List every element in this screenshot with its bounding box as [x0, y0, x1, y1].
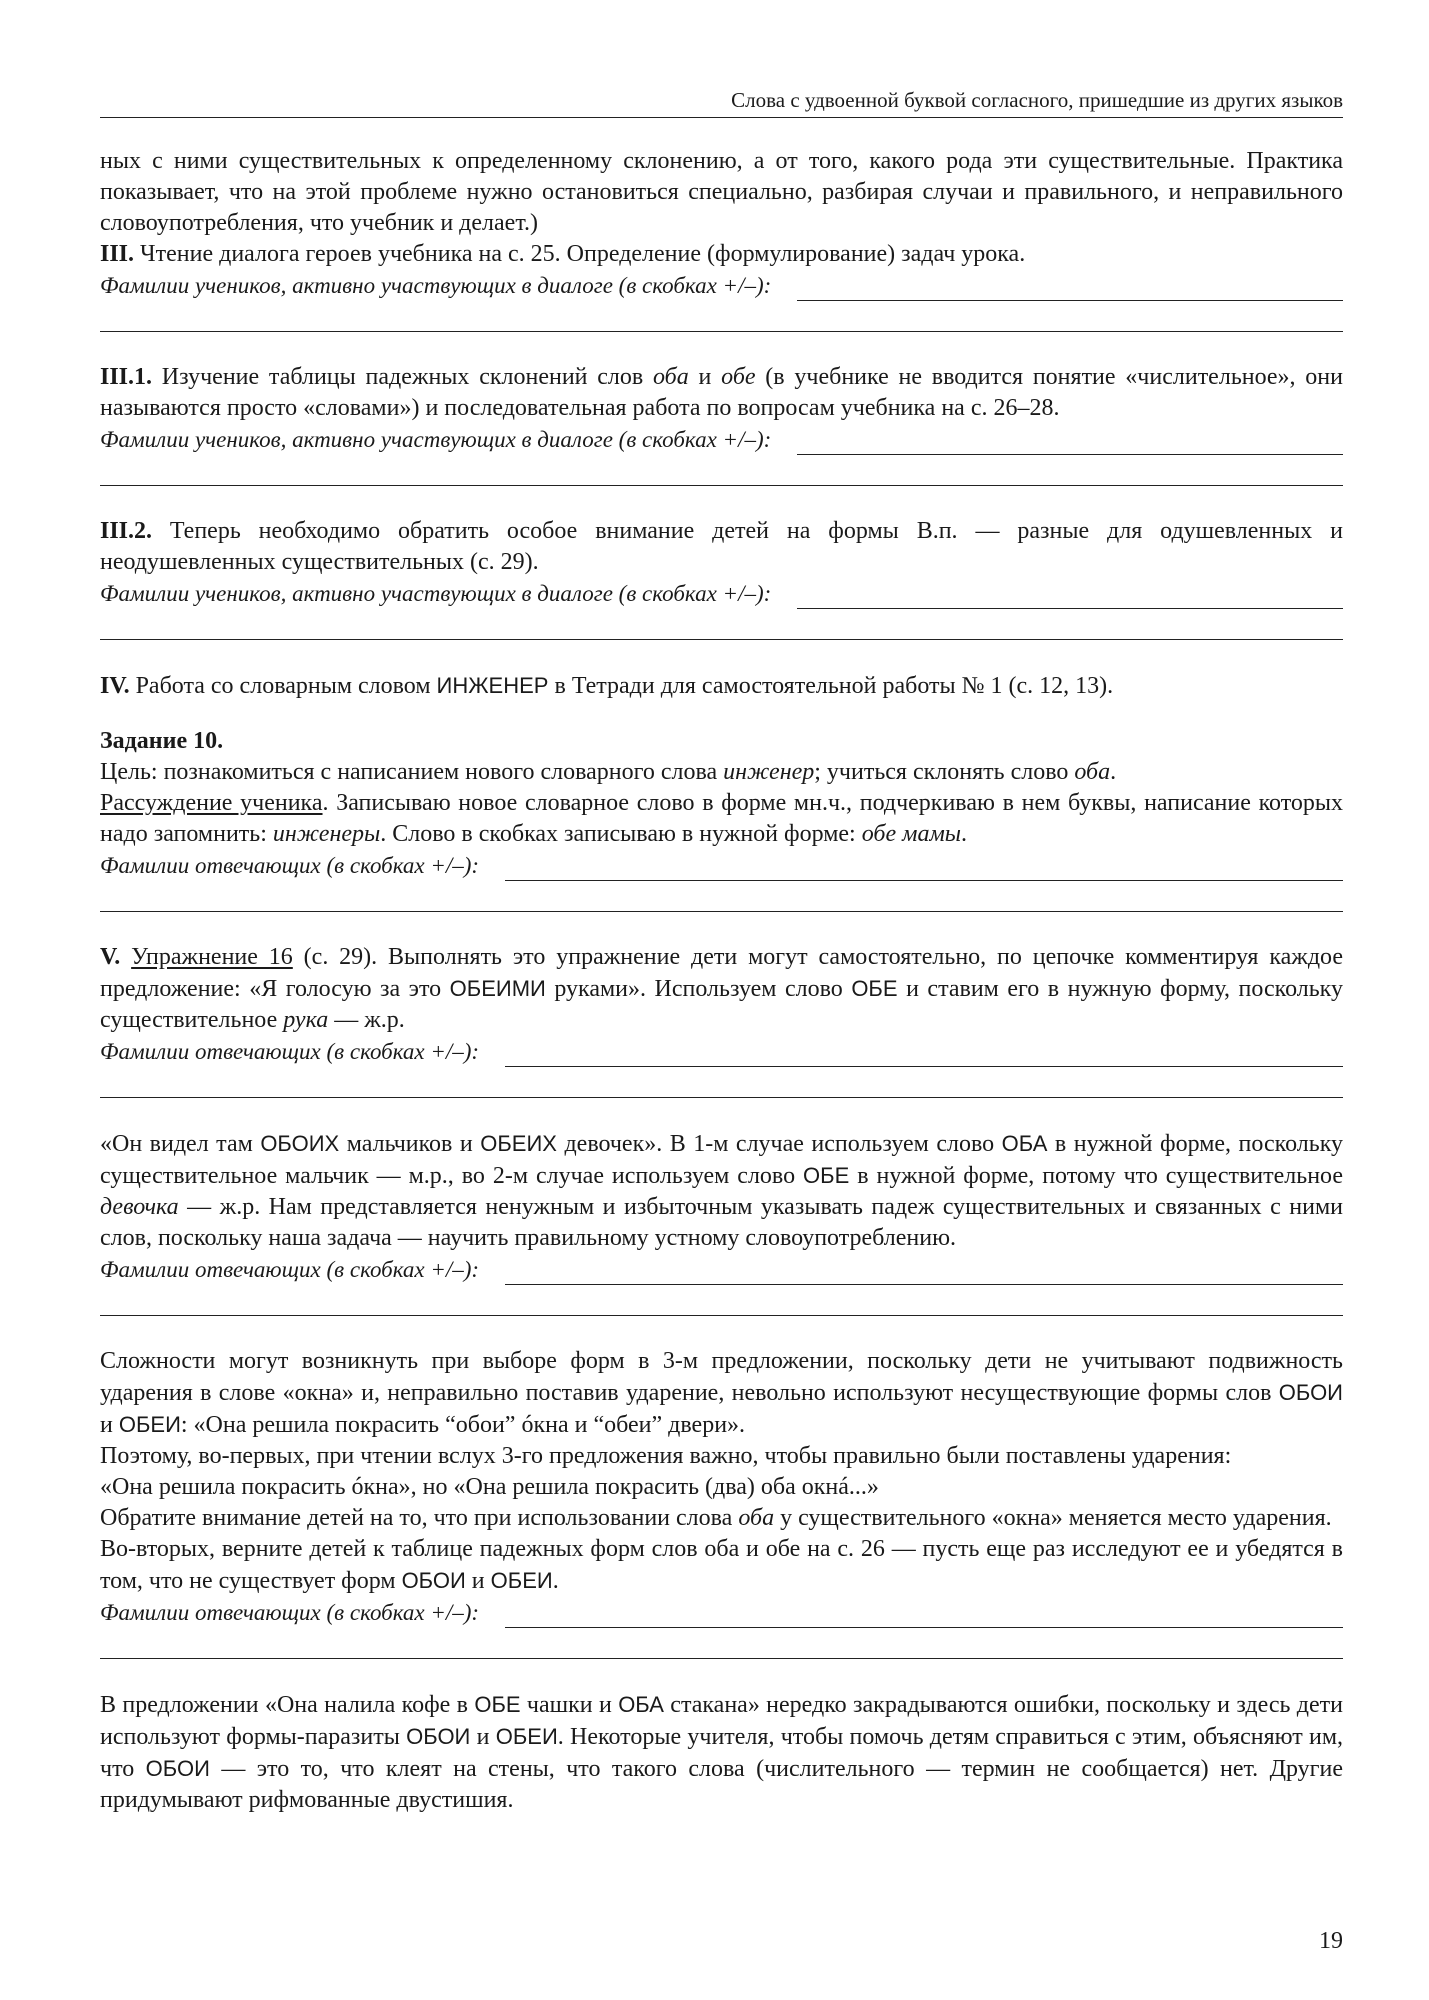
word: рука [283, 1007, 329, 1033]
section-3 [100, 239, 1343, 270]
caps-word: ОБА [1001, 1131, 1048, 1156]
answer-line-full[interactable] [100, 609, 1343, 640]
dialog-blank [100, 424, 1343, 455]
text: и [688, 364, 722, 390]
text: — это то, что клеят на стены, что такого слова (числительного — термин не сообщается) нет. Другие придумывают рифмованные двустишия. [100, 1756, 1343, 1813]
dialog-blank [100, 270, 1343, 301]
answer-line-full[interactable] [100, 301, 1343, 332]
blank-label: Фамилии отвечающих (в скобках +/–): [100, 853, 480, 878]
section-number: III.2. [100, 518, 153, 544]
text: руками». Используем слово [545, 976, 852, 1002]
task-10-title: Задание 10. [100, 728, 224, 754]
text: . Некоторые учителя, чтобы помочь детям справиться с этим, объясняют им, что [100, 1724, 1344, 1782]
caps-word: ОБЕИХ [480, 1131, 557, 1156]
text: в нужной форме, потому что существительное [849, 1163, 1343, 1189]
section-number: IV. [100, 673, 130, 699]
text: «Он видел там [100, 1131, 261, 1157]
text: и [465, 1568, 491, 1594]
text: . Слово в скобках записываю в нужной форме: [380, 821, 862, 847]
text: — ж.р. Нам представляется ненужным и избыточным указывать падеж существительных и связанных с ними слов, поскольку наша задача — научить правильному устному словоупотреблению. [100, 1194, 1343, 1251]
text: стакана» нередко закрадываются ошибки, поскольку и здесь дети используют формы-паразиты [100, 1692, 1343, 1750]
word: оба [738, 1505, 775, 1531]
caps-word: ОБОИХ [260, 1131, 340, 1156]
exercise-link: Упражнение 16 [131, 944, 293, 970]
blank-label: Фамилии отвечающих (в скобках +/–): [100, 1039, 480, 1064]
answer-line[interactable] [797, 278, 1343, 301]
intro-paragraph: ных с ними существительных к определенному склонению, а от того, какого рода эти существительные. Практика показывает, что на этой проблеме нужно остановиться специально, разбирая случаи и правильного, и неправильного словоупотребления, что учебник и делает.) [100, 148, 1343, 236]
caps-word: ОБОИ [1278, 1380, 1343, 1405]
word: девочка [100, 1194, 179, 1220]
blank-label: Фамилии учеников, активно участвующих в диалоге (в скобках +/–): [100, 273, 772, 298]
word: обе [721, 364, 756, 390]
answer-blank [100, 1597, 1343, 1628]
answer-line-full[interactable] [100, 455, 1343, 486]
text: девочек». В 1-м случае используем слово [556, 1131, 1002, 1157]
task-10-goal [100, 757, 1343, 788]
text: и ставим его в нужную форму, поскольку существительное [100, 976, 1343, 1033]
blank-label: Фамилии отвечающих (в скобках +/–): [100, 1600, 480, 1625]
caps-word: ОБЕИМИ [449, 976, 546, 1001]
answer-line[interactable] [797, 586, 1343, 609]
text: (с. 29). Выполнять это упражнение дети могут самостоятельно, по цепочке комментируя каждое предложение: «Я голосую за это [100, 944, 1344, 1002]
answer-blank [100, 1254, 1343, 1285]
answer-line[interactable] [505, 1044, 1343, 1067]
section-text: Чтение диалога героев учебника на с. 25. Определение (формулирование) задач урока. [134, 241, 1026, 267]
caps-word: ОБА [618, 1692, 664, 1717]
word: инженеры [272, 821, 381, 847]
answer-line-full[interactable] [100, 881, 1343, 912]
answer-line-full[interactable] [100, 1067, 1343, 1098]
text: и [470, 1724, 496, 1750]
word: обе мамы [861, 821, 962, 847]
text: . [1110, 759, 1117, 785]
section-number: III. [100, 241, 135, 267]
text: . Записываю новое словарное слово в форме мн.ч., подчеркиваю в нем буквы, написание которых надо запомнить: [100, 790, 1343, 847]
text: . [961, 821, 968, 847]
text: в нужной форме, поскольку существительное мальчик — м.р., во 2-м случае используем слово [100, 1131, 1344, 1189]
paragraph-second [100, 1534, 1343, 1597]
answer-line[interactable] [505, 1262, 1343, 1285]
reasoning-label: Рассуждение ученика [100, 790, 323, 816]
task-10-reasoning [100, 788, 1343, 850]
caps-word: ОБОИ [401, 1568, 466, 1593]
caps-word: ОБЕИ [490, 1568, 553, 1593]
caps-word: ОБЕИ [495, 1724, 558, 1749]
text: у существительного «окна» меняется место ударения. [774, 1505, 1332, 1531]
word: оба [1074, 759, 1111, 785]
answer-line[interactable] [797, 432, 1343, 455]
page-number: 19 [1319, 1928, 1343, 1954]
section-number: III.1. [100, 364, 153, 390]
running-header: Слова с удвоенной буквой согласного, пришедшие из других языков [100, 88, 1343, 118]
blank-label: Фамилии отвечающих (в скобках +/–): [100, 1257, 480, 1282]
answer-blank [100, 1036, 1343, 1067]
page-content [100, 88, 1343, 1816]
text: Цель: познакомиться с написанием нового словарного слова [100, 759, 724, 785]
text: ; учиться склонять слово [814, 759, 1075, 785]
paragraph-first: Поэтому, во-первых, при чтении вслух 3-го предложения важно, чтобы правильно были поставлены ударения: [100, 1443, 1232, 1469]
text: мальчиков и [339, 1131, 481, 1157]
caps-word: ОБОИ [406, 1724, 471, 1749]
paragraph-boys [100, 1128, 1343, 1254]
text: : «Она решила покрасить “обои” óкна и “обеи” двери». [180, 1412, 746, 1438]
text: (в учебнике не вводится понятие «числительное», они называются просто «словами») и последовательная работа по вопросам учебника на с. 26–28. [100, 364, 1343, 421]
text: — ж.р. [328, 1007, 405, 1033]
caps-word: ОБЕИ [118, 1412, 181, 1437]
word: оба [653, 364, 689, 390]
blank-label: Фамилии учеников, активно участвующих в диалоге (в скобках +/–): [100, 427, 772, 452]
paragraph-last [100, 1689, 1343, 1816]
paragraph-quote: «Она решила покрасить óкна», но «Она решила покрасить (два) оба окнá...» [100, 1474, 879, 1500]
section-3-2 [100, 516, 1343, 578]
dictionary-word: ИНЖЕНЕР [436, 673, 549, 698]
blank-label: Фамилии учеников, активно участвующих в диалоге (в скобках +/–): [100, 581, 772, 606]
answer-line[interactable] [505, 858, 1343, 881]
section-4 [100, 670, 1343, 702]
text: . [552, 1568, 559, 1594]
text: и [100, 1412, 119, 1438]
section-3-1 [100, 362, 1343, 424]
section-number: V. [100, 944, 121, 970]
answer-line-full[interactable] [100, 1628, 1343, 1659]
section-text: Теперь необходимо обратить особое внимание детей на формы В.п. — разные для одушевленных и неодушевленных существительных (с. 29). [100, 518, 1343, 575]
paragraph-difficulties [100, 1346, 1343, 1441]
text: Обратите внимание детей на то, что при использовании слова [100, 1505, 739, 1531]
text: чашки и [520, 1692, 619, 1718]
answer-line-full[interactable] [100, 1285, 1343, 1316]
caps-word: ОБЕ [803, 1163, 850, 1188]
dialog-blank [100, 578, 1343, 609]
text: Сложности могут возникнуть при выборе форм в 3-м предложении, поскольку дети не учитывают подвижность ударения в слове «окна» и, неправильно поставив ударение, невольно используют несуществующие формы слов [100, 1348, 1343, 1406]
answer-blank [100, 850, 1343, 881]
text: Изучение таблицы падежных склонений слов [152, 364, 653, 390]
text: Работа со словарным словом [129, 673, 437, 699]
text: в Тетради для самостоятельной работы № 1 (с. 12, 13). [548, 673, 1114, 699]
caps-word: ОБЕ [474, 1692, 521, 1717]
answer-line[interactable] [505, 1605, 1343, 1628]
section-5 [100, 942, 1343, 1036]
caps-word: ОБЕ [851, 976, 898, 1001]
word: инженер [723, 759, 815, 785]
text: Во-вторых, верните детей к таблице падежных форм слов оба и обе на с. 26 — пусть еще раз исследуют ее и убедятся в том, что не существует форм [100, 1536, 1343, 1594]
text: В предложении «Она налила кофе в [100, 1692, 475, 1718]
caps-word: ОБОИ [145, 1756, 210, 1781]
paragraph-attention [100, 1503, 1343, 1534]
